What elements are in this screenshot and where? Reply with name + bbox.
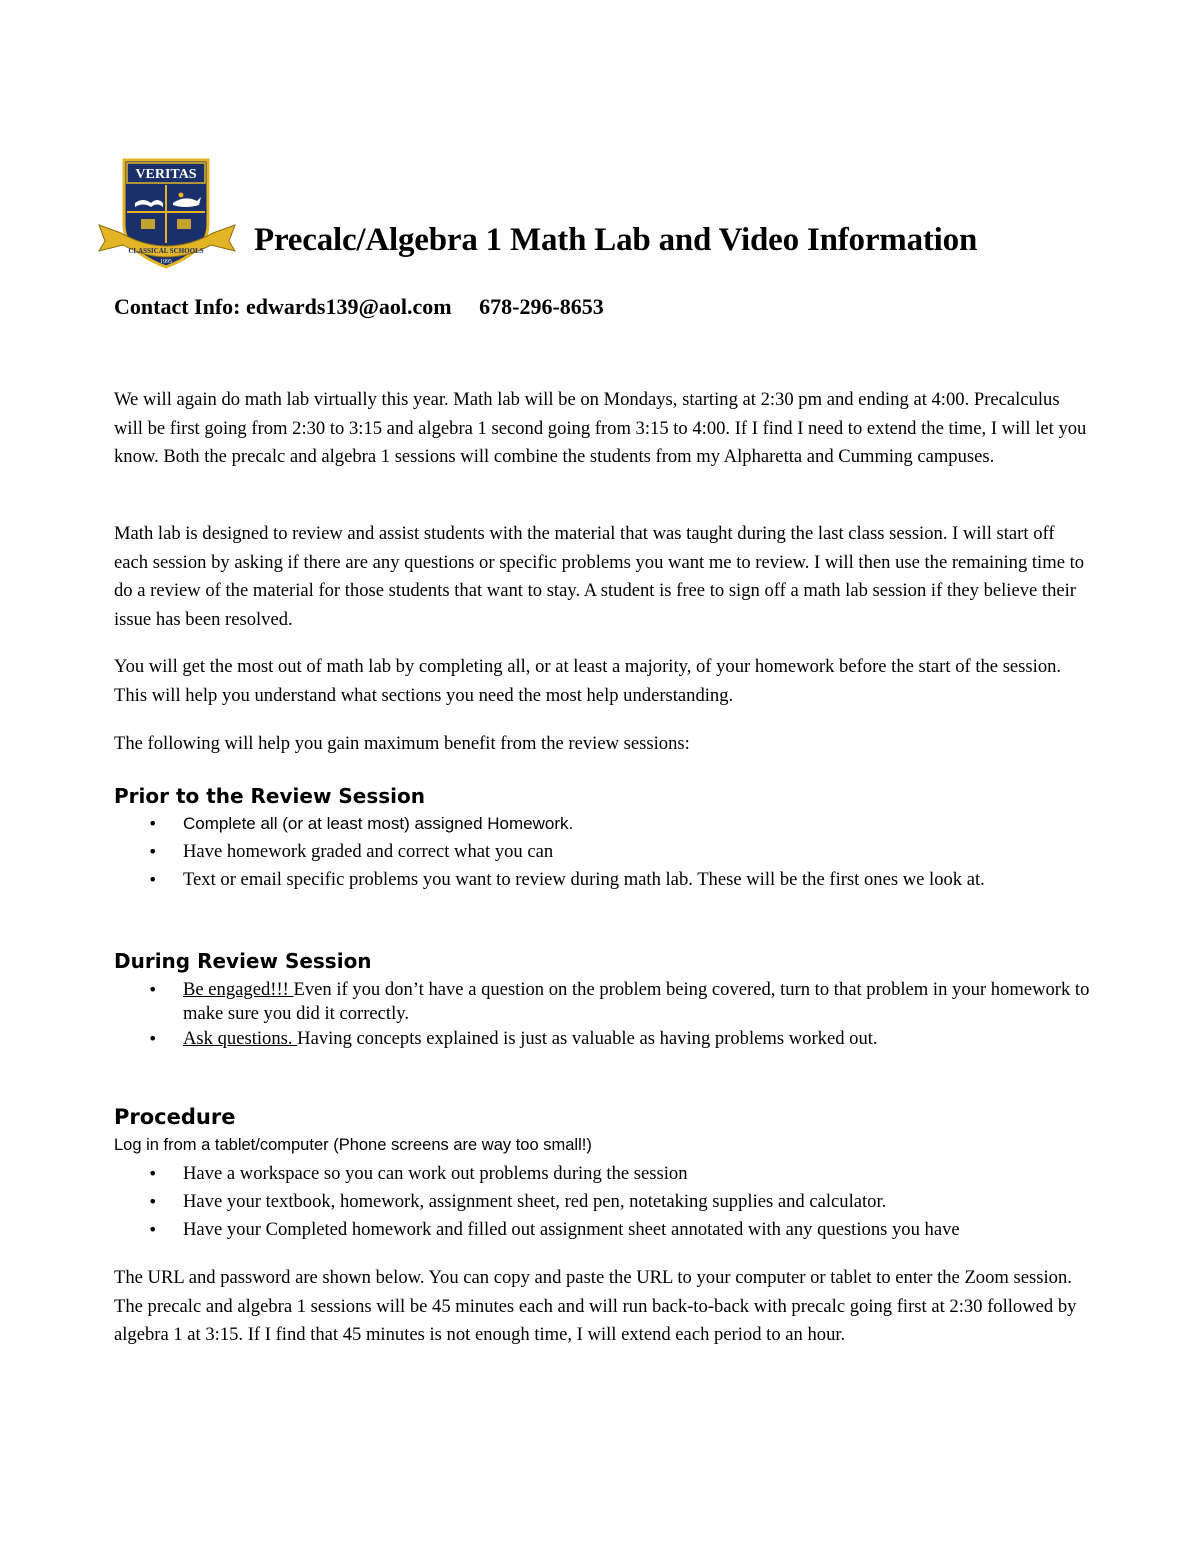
procedure-list	[0, 1162, 1100, 1246]
bullet-icon: •	[148, 1164, 158, 1183]
section-heading-prior: Prior to the Review Session	[114, 784, 426, 808]
bullet-icon: •	[148, 1192, 158, 1211]
ribbon-text: CLASSICAL SCHOOLS	[128, 247, 204, 255]
contact-info	[114, 294, 604, 320]
most-out-paragraph: You will get the most out of math lab by completing all, or at least a majority, of your homework before the start of the session. This will help you understand what sections you need the most help understanding.	[114, 656, 1062, 706]
bullet-icon: •	[148, 980, 158, 999]
contact-email: edwards139@aol.com	[246, 294, 452, 319]
page-title: Precalc/Algebra 1 Math Lab and Video Information	[254, 222, 978, 258]
list-item: • Text or email specific problems you want to review during math lab. These will be the first ones we look at.	[148, 869, 985, 890]
section-heading-procedure: Procedure	[114, 1105, 236, 1129]
purpose-paragraph: Math lab is designed to review and assist students with the material that was taught during the last class session. I will start off each session by asking if there are any questions or specific problems you want me to review. I will then use the remaining time to do a review of the material for those students that want to stay. A student is free to sign off a math lab session if they believe their issue has been resolved.	[114, 523, 1085, 630]
bullet-icon: •	[148, 870, 158, 889]
during-list	[0, 978, 1100, 1052]
prior-list	[0, 812, 1100, 896]
list-item: • Be engaged!!! Even if you don’t have a question on the problem being covered, turn to that problem in your homework to make sure you did it correctly.	[148, 979, 1090, 1024]
intro-paragraph: We will again do math lab virtually this year. Math lab will be on Mondays, starting at 2:30 pm and ending at 4:00. Precalculus will be first going from 2:30 to 3:15 and algebra 1 second going from 3:15 to 4:00. If I find I need to extend the time, I will let you know. Both the precalc and algebra 1 sessions will combine the students from my Alpharetta and Cumming campuses.	[114, 389, 1087, 467]
emphasis-lead: Ask questions.	[183, 1028, 298, 1049]
svg-text:VERITAS: VERITAS	[135, 167, 197, 182]
list-item: • Have a workspace so you can work out problems during the session	[148, 1163, 688, 1184]
list-item: • Complete all (or at least most) assigned Homework.	[0, 812, 1100, 836]
veritas-crest-logo	[97, 155, 237, 270]
section-heading-during: During Review Session	[114, 949, 372, 973]
bullet-icon: •	[148, 1029, 158, 1048]
emphasis-lead: Be engaged!!!	[183, 979, 294, 1000]
following-paragraph: The following will help you gain maximum benefit from the review sessions:	[114, 733, 690, 754]
list-item: • Have your Completed homework and filled out assignment sheet annotated with any questions you have	[148, 1219, 960, 1240]
procedure-subline: Log in from a tablet/computer (Phone screens are way too small!)	[114, 1136, 592, 1154]
list-item: • Ask questions. Having concepts explained is just as valuable as having problems worked out.	[148, 1028, 878, 1049]
bullet-icon: •	[148, 814, 158, 833]
contact-label: Contact Info:	[114, 294, 241, 319]
url-info-paragraph: The URL and password are shown below. You can copy and paste the URL to your computer or tablet to enter the Zoom session. The precalc and algebra 1 sessions will be 45 minutes each and will run back-to-back with precalc going first at 2:30 followed by algebra 1 at 3:15. If I find that 45 minutes is not enough time, I will extend each period to an hour.	[114, 1267, 1077, 1345]
bullet-icon: •	[148, 842, 158, 861]
bullet-icon: •	[148, 1220, 158, 1239]
contact-phone: 678-296-8653	[479, 294, 604, 319]
list-item: • Have homework graded and correct what you can	[148, 841, 554, 862]
list-item: • Have your textbook, homework, assignment sheet, red pen, notetaking supplies and calculator.	[148, 1191, 887, 1212]
shield-year: 1995	[160, 259, 172, 265]
